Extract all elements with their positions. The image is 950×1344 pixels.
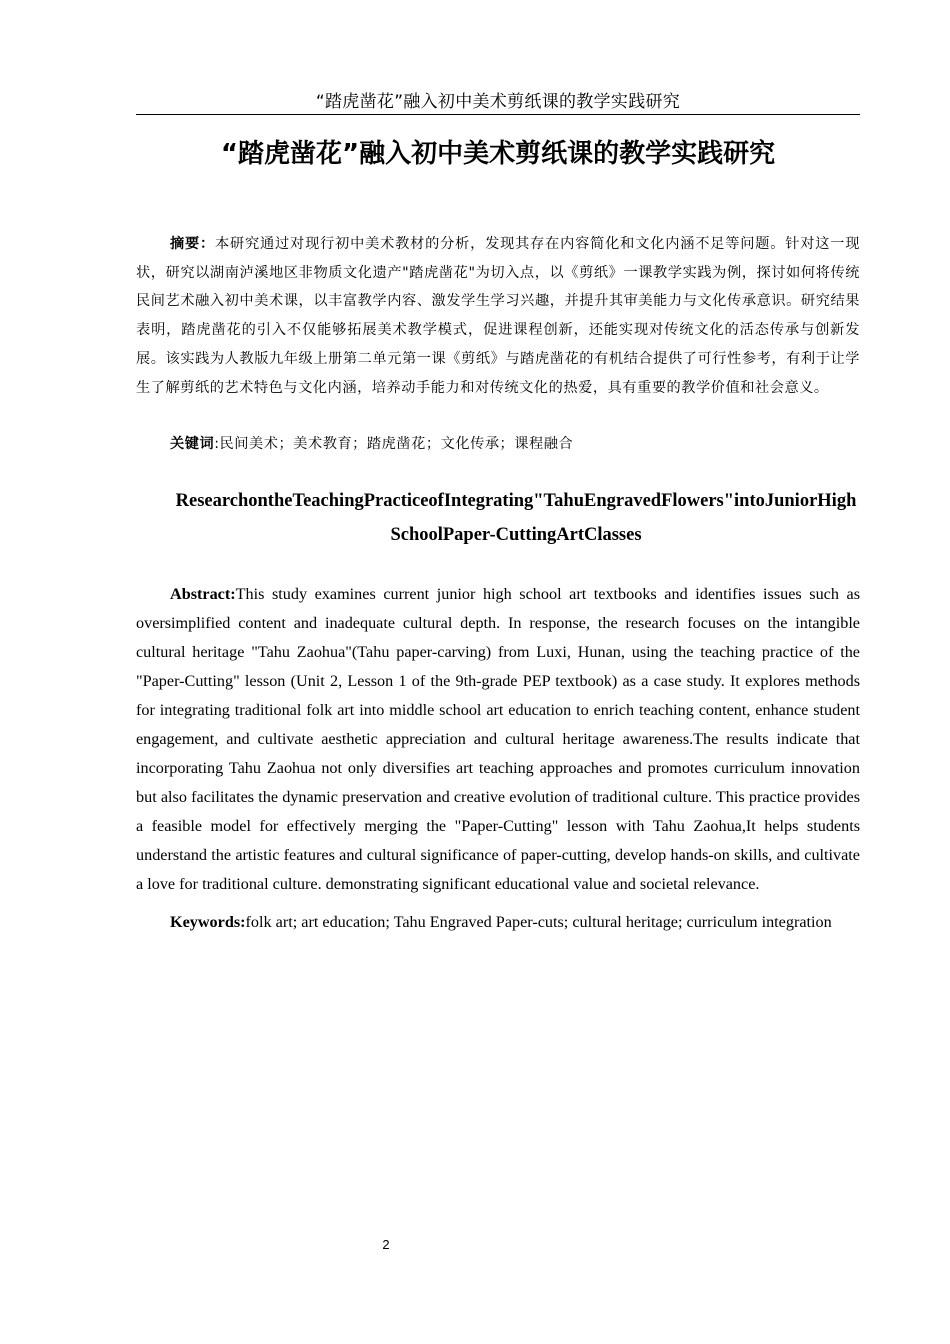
page-number: 2: [382, 1237, 390, 1252]
chinese-abstract: [136, 230, 860, 402]
english-keywords-text: folk art; art education; Tahu Engraved Paper-cuts; cultural heritage; curriculum integration: [245, 913, 832, 931]
english-keywords-label: Keywords:: [170, 913, 246, 931]
chinese-title: “踏虎凿花”融入初中美术剪纸课的教学实践研究: [220, 139, 776, 169]
document-page: [136, 0, 860, 1344]
english-title: ResearchontheTeachingPracticeofIntegrating"TahuEngravedFlowers"intoJuniorHighSchoolPaper-CuttingArtClasses: [175, 491, 857, 545]
english-abstract: [136, 580, 860, 899]
chinese-keywords-label: 关键词: [170, 436, 215, 452]
english-abstract-text: This study examines current junior high school art textbooks and identifies issues such as oversimplified content and inadequate cultural depth. In response, the research focuses on the intangible cultural heritage "Tahu Zaohua"(Tahu paper-carving) from Luxi, Hunan, using the teaching practice of the "Paper-Cutting" lesson (Unit 2, Lesson 1 of the 9th-grade PEP textbook) as a case study. It explores methods for integrating traditional folk art into middle school art education to enrich teaching content, enhance student engagement, and cultivate aesthetic appreciation and cultural heritage awareness.The results indicate that incorporating Tahu Zaohua not only diversifies art teaching approaches and promotes curriculum innovation but also facilitates the dynamic preservation and creative evolution of traditional culture. This practice provides a feasible model for effectively merging the "Paper-Cutting" lesson with Tahu Zaohua,It helps students understand the artistic features and cultural significance of paper-cutting, develop hands-on skills, and cultivate a love for traditional culture. demonstrating significant educational value and societal relevance.: [136, 585, 860, 893]
english-keywords: [136, 908, 860, 937]
chinese-abstract-text: 本研究通过对现行初中美术教材的分析，发现其存在内容简化和文化内涵不足等问题。针对这一现状，研究以湖南泸溪地区非物质文化遗产"踏虎凿花"为切入点，以《剪纸》一课教学实践为例，探讨如何将传统民间艺术融入初中美术课，以丰富教学内容、激发学生学习兴趣，并提升其审美能力与文化传承意识。研究结果表明，踏虎凿花的引入不仅能够拓展美术教学模式，促进课程创新，还能实现对传统文化的活态传承与创新发展。该实践为人教版九年级上册第二单元第一课《剪纸》与踏虎凿花的有机结合提供了可行性参考，有利于让学生了解剪纸的艺术特色与文化内涵，培养动手能力和对传统文化的热爱，具有重要的教学价值和社会意义。: [136, 236, 861, 396]
chinese-keywords: [136, 430, 860, 458]
chinese-abstract-label: 摘要：: [170, 236, 216, 252]
english-abstract-label: Abstract:: [170, 585, 236, 603]
header-divider: [136, 114, 860, 115]
chinese-keywords-text: :民间美术；美术教育；踏虎凿花；文化传承；课程融合: [214, 436, 574, 452]
running-header: “踏虎凿花”融入初中美术剪纸课的教学实践研究: [315, 92, 681, 112]
